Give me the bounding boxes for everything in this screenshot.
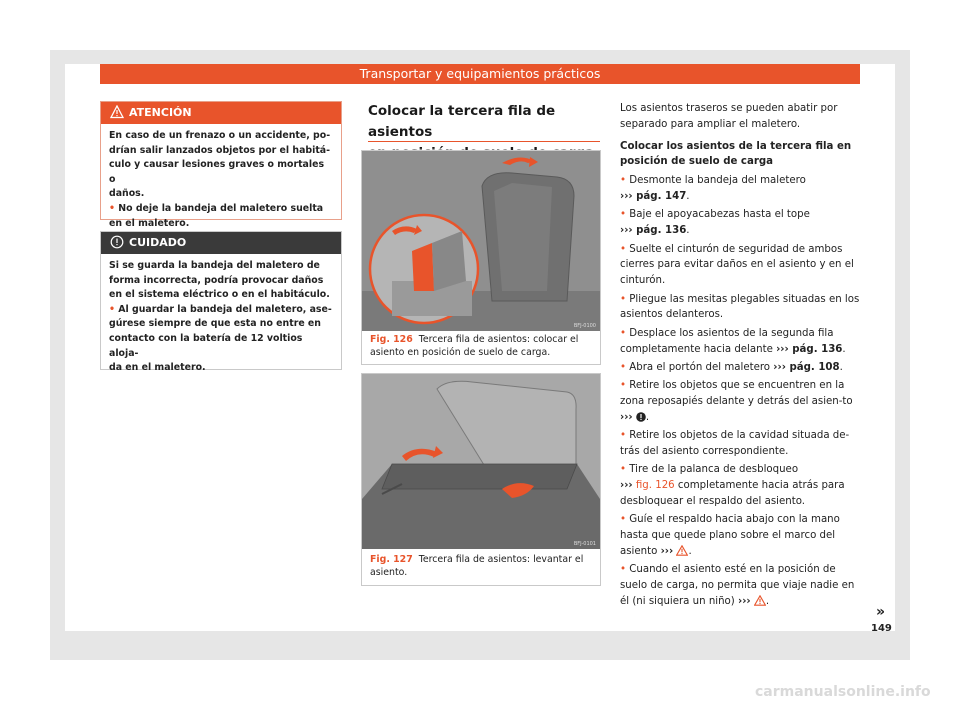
bullet-icon: •: [620, 293, 627, 305]
warning-line: daños.: [109, 188, 145, 200]
bullet-icon: •: [620, 514, 627, 526]
step-text: Cuando el asiento esté en la posición de suelo de carga, no permita que viaje nadie en él (ni siquiera un niño): [620, 564, 855, 608]
warning-line: drían salir lanzados objetos por el habitá-: [109, 144, 331, 156]
figure-reference-link[interactable]: fig. 126: [635, 480, 675, 492]
bullet-icon: •: [620, 361, 627, 373]
caution-bullet-text: gúrese siempre de que esta no entre en: [109, 318, 321, 330]
page-reference-link[interactable]: ››› pág. 136: [620, 225, 687, 237]
step-text: Desplace los asientos de la segunda fila completamente hacia delante: [620, 327, 834, 355]
step-punct: .: [686, 225, 690, 237]
figure-127: [361, 373, 601, 586]
warning-bullet: [109, 202, 333, 217]
warning-reference-link[interactable]: ›››: [660, 546, 674, 558]
step-punct: .: [688, 546, 692, 558]
caution-bullet-text: contacto con la batería de 12 voltios aloja-: [109, 332, 303, 359]
bullet-icon: •: [109, 202, 115, 214]
seat-folding-illustration: [362, 151, 600, 331]
step-punct: .: [842, 343, 846, 355]
figure-number: Fig. 126: [370, 334, 413, 345]
step: [620, 173, 860, 205]
step-text: Guíe el respaldo hacia abajo con la mano hasta que quede plano sobre el marco del asiento: [620, 514, 840, 558]
warning-triangle-icon: [754, 595, 766, 606]
warning-line: En caso de un frenazo o un accidente, po-: [109, 130, 331, 141]
info-circle-icon: [110, 235, 124, 249]
bullet-icon: •: [620, 327, 627, 339]
page-header: Transportar y equipamientos prácticos: [100, 64, 860, 84]
figure-127-image: [362, 374, 600, 549]
bullet-icon: •: [620, 464, 627, 476]
step: [620, 292, 860, 324]
warning-bullet-text: No deje la bandeja del maletero suelta: [118, 202, 324, 214]
step: [620, 326, 860, 358]
bullet-icon: •: [620, 380, 627, 392]
step: [620, 242, 860, 289]
step-punct: .: [645, 411, 650, 423]
page-reference-link[interactable]: ››› pág. 136: [776, 343, 843, 355]
step: [620, 562, 860, 609]
warning-heading-text: ATENCIÓN: [129, 106, 192, 119]
caution-line: Si se guarda la bandeja del maletero de: [109, 260, 320, 271]
figure-reference-arrows: ›››: [620, 480, 633, 492]
warning-line: culo y causar lesiones graves o mortales o: [109, 159, 325, 185]
section-title-line: Colocar la tercera fila de asientos: [368, 103, 556, 140]
figure-126-image: [362, 151, 600, 331]
step-text: Desmonte la bandeja del maletero: [629, 175, 806, 187]
section-title-rule: [368, 141, 600, 142]
bullet-icon: •: [620, 175, 627, 187]
bullet-icon: •: [620, 430, 627, 442]
caution-heading-text: CUIDADO: [129, 236, 187, 249]
step-text: Retire los objetos de la cavidad situada de-trás del asiento correspondiente.: [620, 430, 850, 458]
warning-bullet-text: en el maletero.: [109, 217, 190, 229]
warning-reference-link[interactable]: ›››: [620, 411, 633, 423]
figure-code: BFJ-0100: [573, 323, 596, 329]
figure-code: BFJ-0101: [573, 541, 596, 547]
step: [620, 512, 860, 559]
caution-bullet: [109, 303, 333, 318]
step: [620, 360, 860, 376]
figure-127-caption: [370, 554, 592, 579]
step: [620, 462, 860, 509]
continue-arrow-icon[interactable]: »: [876, 604, 886, 620]
step-text: completamente hacia atrás para desbloquear el respaldo del asiento.: [620, 480, 845, 508]
step-text: Baje el apoyacabezas hasta el tope: [629, 209, 810, 221]
figure-126-caption: [370, 334, 592, 359]
bullet-icon: •: [620, 243, 627, 255]
step-punct: .: [686, 190, 690, 202]
step: [620, 378, 860, 425]
warning-triangle-icon: [676, 545, 688, 556]
warning-reference-link[interactable]: ›››: [738, 596, 751, 608]
step: [620, 428, 860, 460]
caution-box: [100, 231, 342, 374]
figure-number: Fig. 127: [370, 554, 413, 565]
page-reference-link[interactable]: ››› pág. 108: [773, 361, 840, 373]
page-reference-link[interactable]: ››› pág. 147: [620, 190, 687, 202]
step-text: Pliegue las mesitas plegables situadas en los asientos delanteros.: [620, 293, 860, 321]
step-text: Suelte el cinturón de seguridad de ambos cierres para evitar daños en el asiento y en el cinturón.: [620, 243, 854, 287]
instructions-column: [620, 101, 860, 612]
warning-triangle-icon: [110, 105, 124, 119]
bullet-icon: •: [109, 303, 115, 315]
bullet-icon: •: [620, 209, 627, 221]
step-punct: .: [765, 596, 770, 608]
warning-heading: [101, 102, 341, 124]
instructions-subheading: Colocar los asientos de la tercera fila en posición de suelo de carga: [620, 140, 852, 168]
bullet-icon: •: [620, 564, 627, 576]
watermark: carmanualsonline.info: [755, 684, 931, 700]
page-number: 149: [871, 623, 892, 634]
caution-body: [101, 254, 341, 381]
seat-lifting-illustration: [362, 374, 600, 549]
warning-body: [101, 124, 341, 236]
caution-bullet-text: da en el maletero.: [109, 362, 206, 374]
caution-bullet-text: Al guardar la bandeja del maletero, ase-: [118, 303, 332, 315]
step-punct: .: [839, 361, 843, 373]
caution-line: forma incorrecta, podría provocar daños: [109, 274, 324, 286]
intro-paragraph: Los asientos traseros se pueden abatir por separado para ampliar el maletero.: [620, 103, 838, 130]
caution-line: en el sistema eléctrico o en el habitáculo.: [109, 289, 330, 301]
caution-heading: [101, 232, 341, 254]
figure-caption-text: Tercera fila de asientos: colocar el asiento en posición de suelo de carga.: [370, 334, 579, 358]
exclamation-circle-icon: [636, 412, 646, 422]
step-text: Tire de la palanca de desbloqueo: [629, 464, 799, 476]
figure-126: [361, 150, 601, 365]
step-text: Retire los objetos que se encuentren en la zona reposapiés delante y detrás del asien-to: [620, 380, 853, 408]
figure-caption-text: Tercera fila de asientos: levantar el asiento.: [370, 554, 584, 578]
step-text: Abra el portón del maletero: [629, 361, 771, 373]
step: [620, 207, 860, 239]
warning-box: [100, 101, 342, 229]
